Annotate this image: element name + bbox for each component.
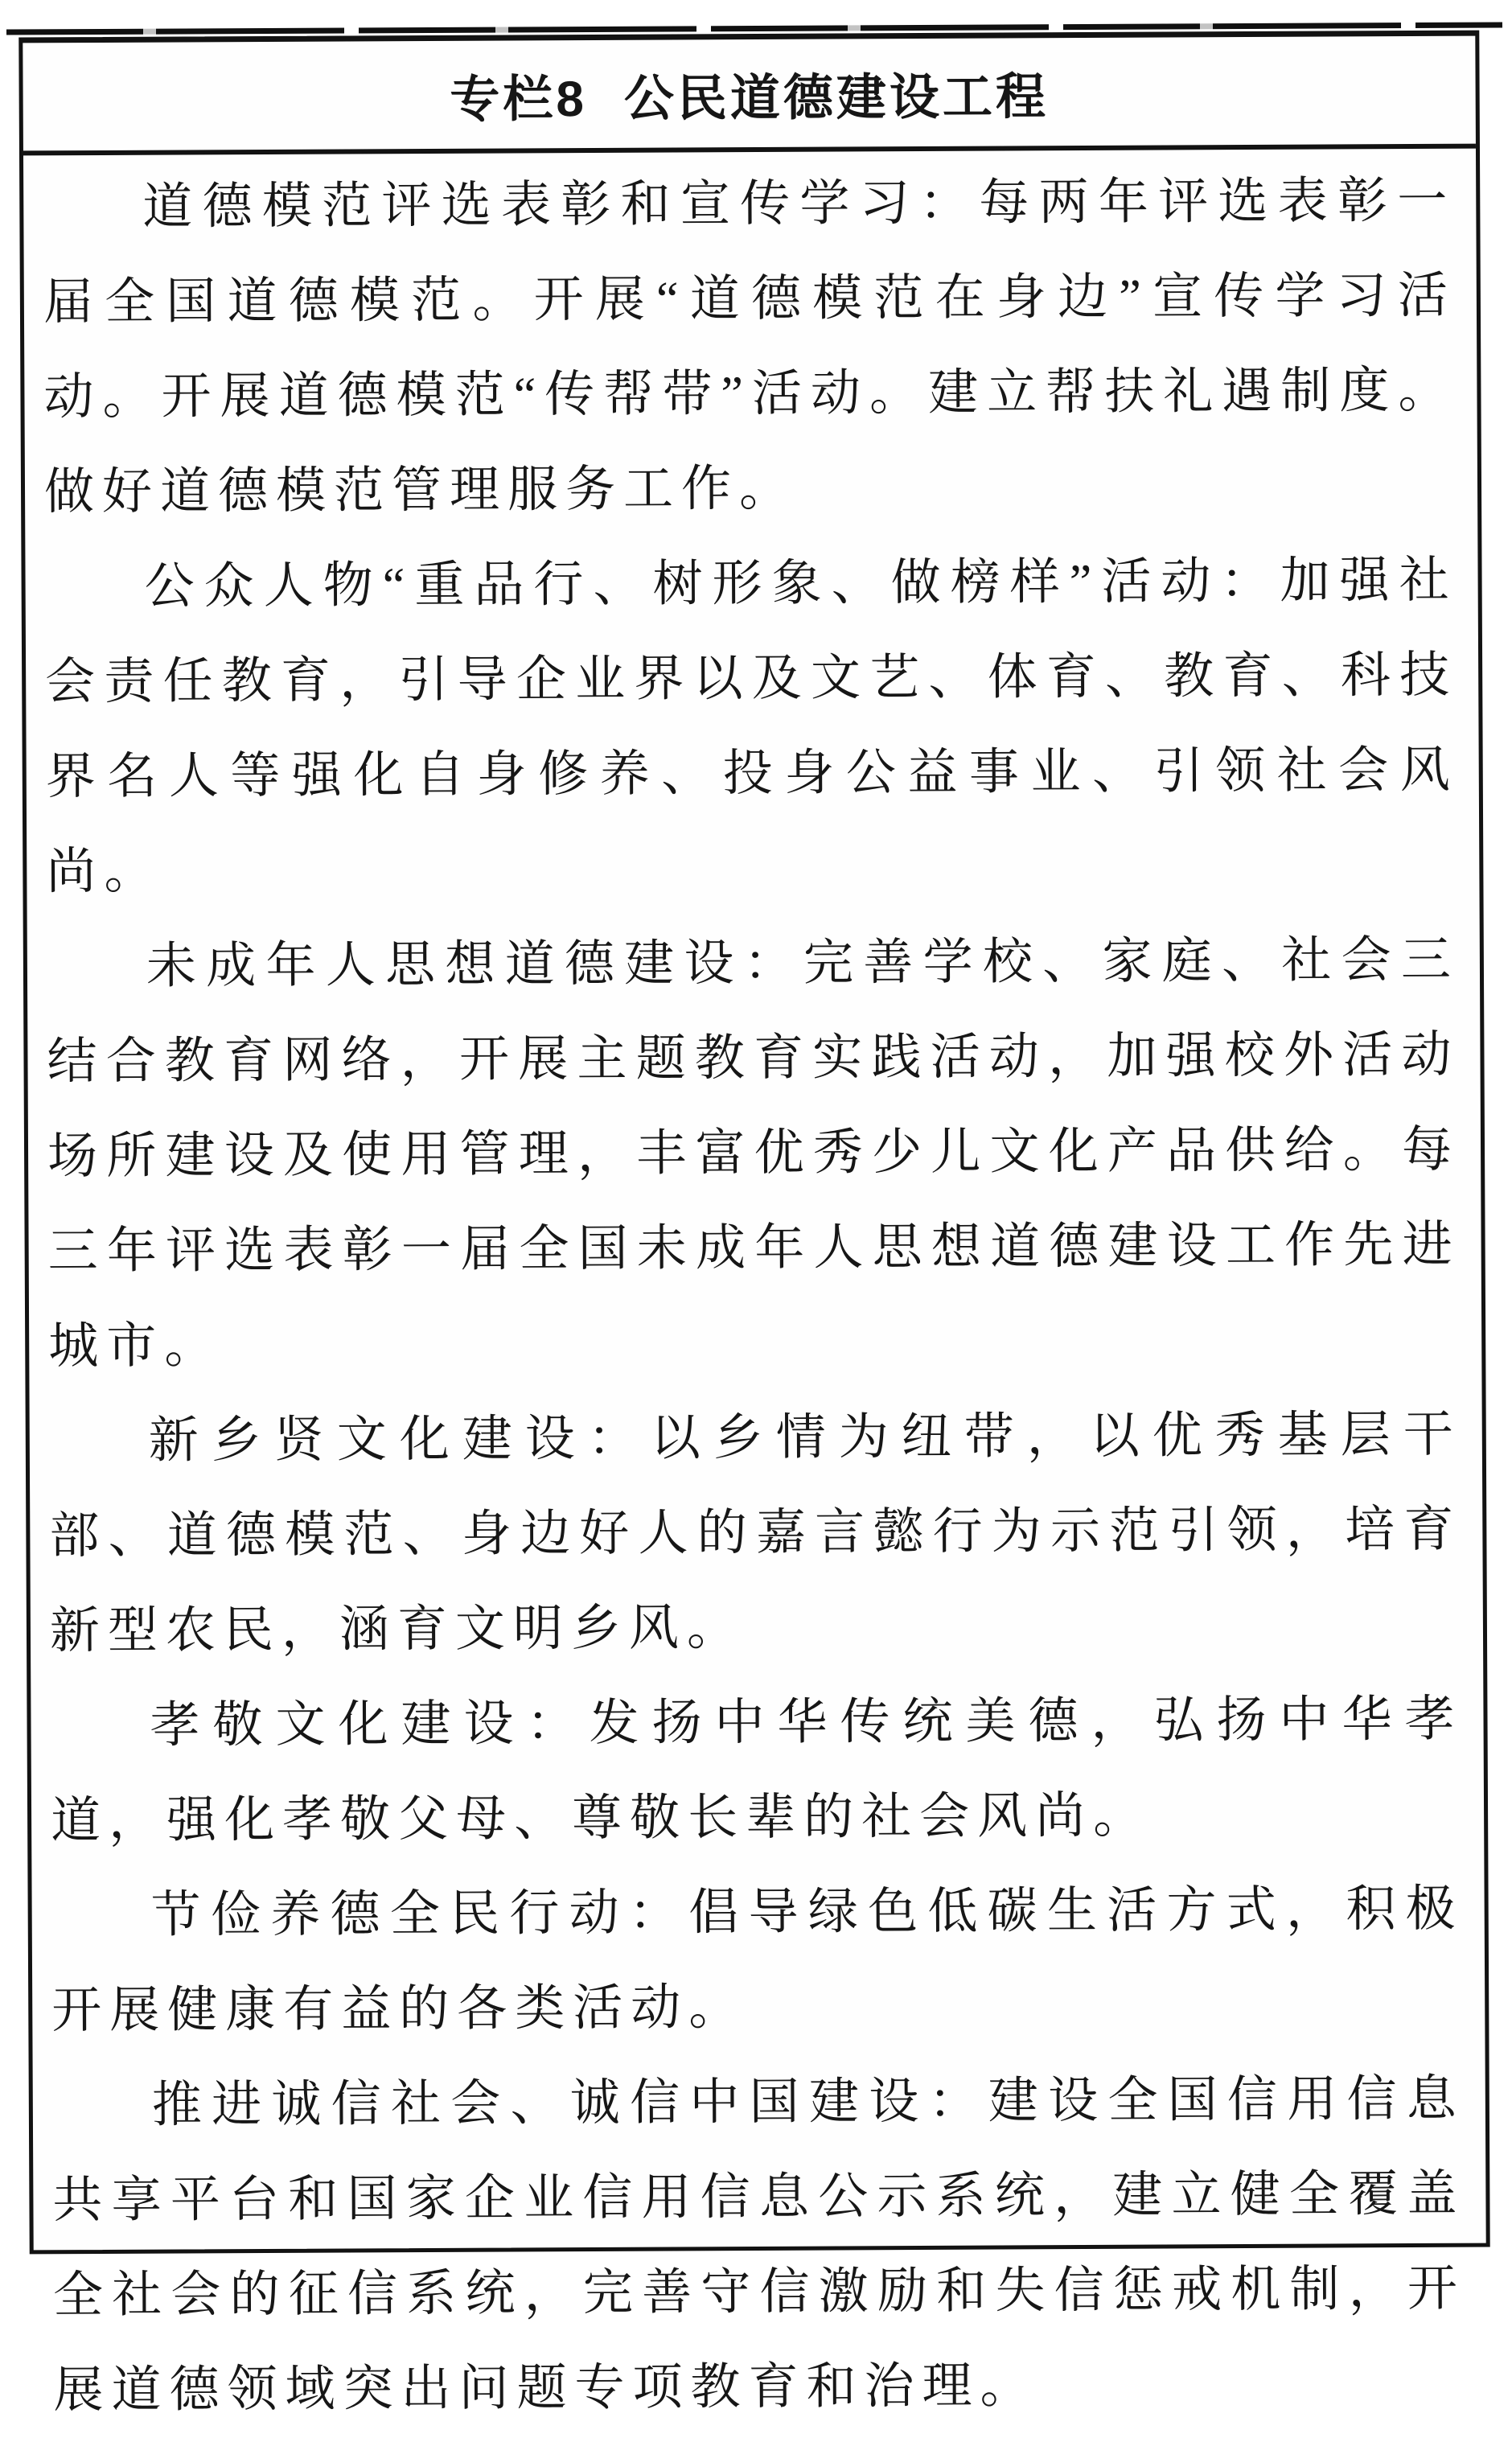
- paragraph: 公众人物“重品行、树形象、做榜样”活动：加强社会责任教育，引导企业界以及文艺、体育、教育、科技界名人等强化自身修养、投身公益事业、引领社会风尚。: [45, 553, 1458, 900]
- paragraph: 新乡贤文化建设：以乡情为纽带，以优秀基层干部、道德模范、身边好人的嘉言懿行为示范引领，培育新型农民，涵育文明乡风。: [49, 1407, 1462, 1659]
- feature-box: [18, 31, 1489, 2419]
- paragraph: 推进诚信社会、诚信中国建设：建设全国信用信息共享平台和国家企业信用信息公示系统，建立健全覆盖全社会的征信系统，完善守信激励和失信惩戒机制，开展道德领域突出问题专项教育和治理。: [52, 2071, 1466, 2419]
- paragraph: 孝敬文化建设：发扬中华传统美德，弘扬中华孝道，强化孝敬父母、尊敬长辈的社会风尚。: [50, 1692, 1463, 1849]
- paragraph: 未成年人思想道德建设：完善学校、家庭、社会三结合教育网络，开展主题教育实践活动，加强校外活动场所建设及使用管理，丰富优秀少儿文化产品供给。每三年评选表彰一届全国未成年人思想道德建设工作先进城市。: [47, 932, 1461, 1375]
- paragraph: 节俭养德全民行动：倡导绿色低碳生活方式，积极开展健康有益的各类活动。: [51, 1881, 1464, 2039]
- paragraph: 道德模范评选表彰和宣传学习：每两年评选表彰一届全国道德模范。开展“道德模范在身边”宣传学习活动。开展道德模范“传帮带”活动。建立帮扶礼遇制度。做好道德模范管理服务工作。: [43, 173, 1457, 520]
- box-title-column-name: 公民道德建设工程: [623, 68, 1050, 127]
- box-body: [23, 149, 1487, 2438]
- box-title-column-label: 专栏8: [450, 71, 588, 128]
- box-header: [23, 36, 1476, 156]
